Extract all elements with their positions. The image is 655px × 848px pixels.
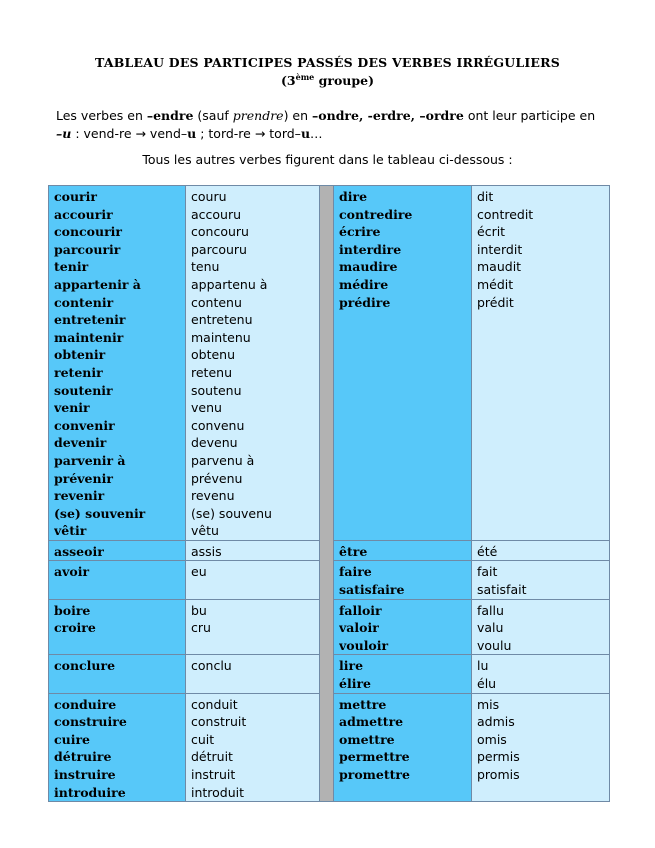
verb-line: convenir <box>54 417 115 433</box>
participle-line: médit <box>477 276 514 292</box>
verb-cell <box>49 693 186 802</box>
verb-line: satisfaire <box>339 582 405 598</box>
verb-line: valoir <box>339 620 379 636</box>
participle-line: entretenu <box>191 312 253 328</box>
participle-cell <box>186 561 320 599</box>
participle-cell <box>186 540 320 561</box>
verb-line: omettre <box>339 731 395 747</box>
verb-line: promettre <box>339 767 410 782</box>
verb-line: entretenir <box>54 312 126 328</box>
participle-cell <box>472 561 610 599</box>
verb-line: prédire <box>339 294 391 310</box>
participle-line: mis <box>477 696 500 712</box>
page-title: TABLEAU DES PARTICIPES PASSÉS DES VERBES IRRÉGULIERS <box>95 55 560 70</box>
participle-line: omis <box>477 731 507 747</box>
participle-line: couru <box>191 189 227 204</box>
verb-line: venir <box>54 400 90 416</box>
verb-cell <box>334 693 472 802</box>
participle-line: soutenu <box>191 382 242 398</box>
participle-line: (se) souvenu <box>191 505 272 521</box>
verb-line: courir <box>54 189 97 204</box>
participle-cell <box>472 693 610 802</box>
participle-line: obtenu <box>191 347 236 363</box>
verb-cell <box>334 540 472 561</box>
verb-line: conclure <box>54 658 116 674</box>
verb-line: contenir <box>54 294 114 310</box>
verb-line: construire <box>54 714 127 730</box>
participle-line: satisfait <box>477 582 527 598</box>
participle-line: conclu <box>191 658 232 674</box>
participle-line: interdit <box>477 241 523 257</box>
column-separator <box>320 186 334 802</box>
verb-line: faire <box>339 564 372 580</box>
verb-line: soutenir <box>54 382 113 398</box>
participle-line: eu <box>191 564 207 580</box>
verb-line: maintenir <box>54 329 124 345</box>
participle-line: accouru <box>191 206 242 222</box>
verb-cell <box>334 561 472 599</box>
participle-cell <box>186 655 320 693</box>
verb-line: concourir <box>54 224 122 240</box>
verb-line: élire <box>339 676 371 692</box>
verb-line: (se) souvenir <box>54 505 146 521</box>
verb-line: médire <box>339 276 389 292</box>
verb-line: contredire <box>339 206 413 222</box>
participle-cell <box>186 599 320 655</box>
verb-line: prévenir <box>54 470 113 486</box>
participle-line: appartenu à <box>191 276 268 292</box>
verb-line: instruire <box>54 767 116 782</box>
participle-line: prédit <box>477 294 514 310</box>
verb-line: obtenir <box>54 347 106 363</box>
verb-line: détruire <box>54 749 112 765</box>
verb-line: conduire <box>54 696 117 712</box>
participle-cell <box>186 186 320 541</box>
verb-line: maudire <box>339 259 398 275</box>
participle-line: prévenu <box>191 470 243 486</box>
participle-line: maudit <box>477 259 522 275</box>
verb-line: vouloir <box>339 637 389 653</box>
participle-line: retenu <box>191 364 232 380</box>
verb-line: vêtir <box>54 523 87 539</box>
participle-line: admis <box>477 714 515 730</box>
participle-line: bu <box>191 602 207 618</box>
participle-line: vêtu <box>191 523 219 539</box>
verb-line: admettre <box>339 714 404 730</box>
verb-line: parvenir à <box>54 452 126 468</box>
participle-line: devenu <box>191 435 238 451</box>
participle-line: construit <box>191 714 247 730</box>
participle-line: contenu <box>191 294 242 310</box>
participle-line: promis <box>477 767 520 782</box>
participle-line: permis <box>477 749 520 765</box>
verb-line: dire <box>339 189 368 204</box>
participle-line: cuit <box>191 731 215 747</box>
participle-line: revenu <box>191 488 235 504</box>
verb-cell <box>49 186 186 541</box>
verb-line: parcourir <box>54 241 121 257</box>
verb-line: cuire <box>54 731 90 747</box>
table-intro-note: Tous les autres verbes figurent dans le tableau ci-dessous : <box>142 152 513 167</box>
verb-line: mettre <box>339 696 387 712</box>
participle-line: fallu <box>477 602 504 618</box>
participles-table <box>48 185 610 802</box>
participle-line: parvenu à <box>191 452 255 468</box>
verb-line: lire <box>339 658 364 674</box>
participle-line: parcouru <box>191 241 247 257</box>
participle-cell <box>186 693 320 802</box>
participle-line: voulu <box>477 637 512 653</box>
page-subtitle: (3ème groupe) <box>281 72 374 89</box>
participle-line: venu <box>191 400 222 416</box>
verb-line: retenir <box>54 364 103 380</box>
verb-line: écrire <box>339 224 381 240</box>
verb-cell <box>49 540 186 561</box>
participle-line: concouru <box>191 224 249 240</box>
verb-line: accourir <box>54 206 113 222</box>
verb-line: falloir <box>339 602 382 618</box>
verb-line: tenir <box>54 259 89 275</box>
verb-line: permettre <box>339 749 410 765</box>
verb-line: avoir <box>54 564 90 580</box>
participle-line: introduit <box>191 784 245 800</box>
participle-cell <box>472 655 610 693</box>
participle-line: élu <box>477 676 497 692</box>
verb-cell <box>334 655 472 693</box>
participle-line: écrit <box>477 224 506 240</box>
verb-cell <box>334 599 472 655</box>
participle-line: valu <box>477 620 504 636</box>
verb-line: boire <box>54 602 91 618</box>
verb-line: être <box>339 543 368 559</box>
participle-line: tenu <box>191 259 220 275</box>
participle-line: été <box>477 543 498 559</box>
participle-line: maintenu <box>191 329 251 345</box>
verb-line: revenir <box>54 488 105 504</box>
participle-cell <box>472 186 610 541</box>
participle-line: détruit <box>191 749 233 765</box>
participle-line: dit <box>477 189 494 204</box>
participle-line: assis <box>191 543 222 559</box>
participle-line: conduit <box>191 696 238 712</box>
verb-line: introduire <box>54 784 126 800</box>
verb-line: croire <box>54 620 96 636</box>
verb-cell <box>49 561 186 599</box>
participle-line: cru <box>191 620 211 636</box>
participle-cell <box>472 599 610 655</box>
participle-line: instruit <box>191 767 236 782</box>
participle-line: contredit <box>477 206 534 222</box>
verb-line: interdire <box>339 241 402 257</box>
table-row <box>49 186 610 541</box>
participle-line: fait <box>477 564 498 580</box>
verb-line: asseoir <box>54 543 104 559</box>
participle-cell <box>472 540 610 561</box>
participle-line: convenu <box>191 417 245 433</box>
verb-cell <box>334 186 472 541</box>
verb-line: appartenir à <box>54 276 141 292</box>
verb-cell <box>49 655 186 693</box>
verb-line: devenir <box>54 435 107 451</box>
verb-cell <box>49 599 186 655</box>
intro-paragraph: Les verbes en –endre (sauf prendre) en –ondre, -erdre, –ordre ont leur participe en –u : vend-re → vend–u ; tord-re → tord–u… <box>56 108 596 141</box>
participle-line: lu <box>477 658 489 674</box>
